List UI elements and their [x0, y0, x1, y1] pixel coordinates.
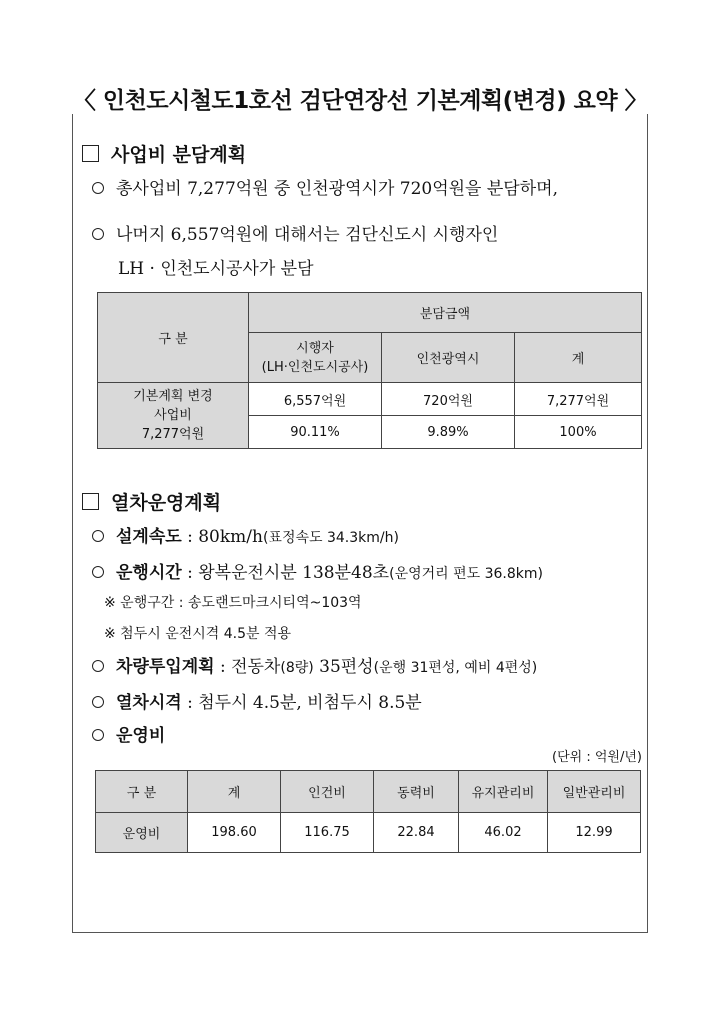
table-header-share: 분담금액 [249, 293, 642, 333]
design-speed-line: 설계속도 : 80km/h(표정속도 34.3km/h) [92, 522, 399, 547]
circle-bullet-icon [92, 566, 104, 578]
table-cell: 9.89% [382, 416, 515, 449]
unit-label: (단위 : 억원/년) [552, 750, 642, 765]
table-header: 인건비 [281, 771, 374, 813]
table-header-gubun: 구 분 [98, 293, 249, 383]
document-title: 〈 인천도시철도1호선 검단연장선 기본계획(변경) 요약 〉 [0, 82, 720, 115]
table-header: 일반관리비 [548, 771, 641, 813]
table-cell: 46.02 [459, 813, 548, 853]
section-heading-cost: 사업비 분담계획 [82, 140, 246, 167]
operating-time-line: 운행시간 : 왕복운전시분 138분48초(운영거리 편도 36.8km) [92, 558, 543, 583]
table-cell: 116.75 [281, 813, 374, 853]
square-bullet-icon [82, 145, 99, 162]
headway-note: ※ 첨두시 운전시격 4.5분 적용 [104, 626, 292, 642]
table-header: 동력비 [374, 771, 459, 813]
table-cell: 90.11% [249, 416, 382, 449]
table-header-executor: 시행자 (LH·인천도시공사) [249, 333, 382, 383]
square-bullet-icon [82, 493, 99, 510]
table-cell: 6,557억원 [249, 383, 382, 416]
table-header: 계 [188, 771, 281, 813]
vehicle-plan-line: 차량투입계획 : 전동차(8량) 35편성(운행 31편성, 예비 4편성) [92, 652, 537, 677]
table-header: 구 분 [96, 771, 188, 813]
cost-line-3: LH · 인천도시공사가 분담 [118, 259, 314, 279]
circle-bullet-icon [92, 729, 104, 741]
table-cell: 7,277억원 [515, 383, 642, 416]
circle-bullet-icon [92, 660, 104, 672]
table-cell: 100% [515, 416, 642, 449]
cost-line-2: 나머지 6,557억원에 대해서는 검단신도시 시행자인 [92, 220, 498, 245]
table-row-label: 기본계획 변경 사업비 7,277억원 [98, 383, 249, 449]
operating-cost-line: 운영비 [92, 721, 165, 746]
operating-cost-table [95, 770, 641, 853]
cost-line-1: 총사업비 7,277억원 중 인천광역시가 720억원을 분담하며, [92, 174, 558, 199]
route-note: ※ 운행구간 : 송도랜드마크시티역~103역 [104, 595, 362, 611]
circle-bullet-icon [92, 182, 104, 194]
circle-bullet-icon [92, 530, 104, 542]
table-row-label: 운영비 [96, 813, 188, 853]
section-heading-operation: 열차운영계획 [82, 488, 221, 515]
cost-sharing-table [97, 292, 642, 449]
circle-bullet-icon [92, 228, 104, 240]
table-cell: 198.60 [188, 813, 281, 853]
table-cell: 720억원 [382, 383, 515, 416]
circle-bullet-icon [92, 696, 104, 708]
train-headway-line: 열차시격 : 첨두시 4.5분, 비첨두시 8.5분 [92, 688, 422, 713]
table-header: 유지관리비 [459, 771, 548, 813]
table-header-incheon: 인천광역시 [382, 333, 515, 383]
table-header-total: 계 [515, 333, 642, 383]
table-cell: 12.99 [548, 813, 641, 853]
table-cell: 22.84 [374, 813, 459, 853]
